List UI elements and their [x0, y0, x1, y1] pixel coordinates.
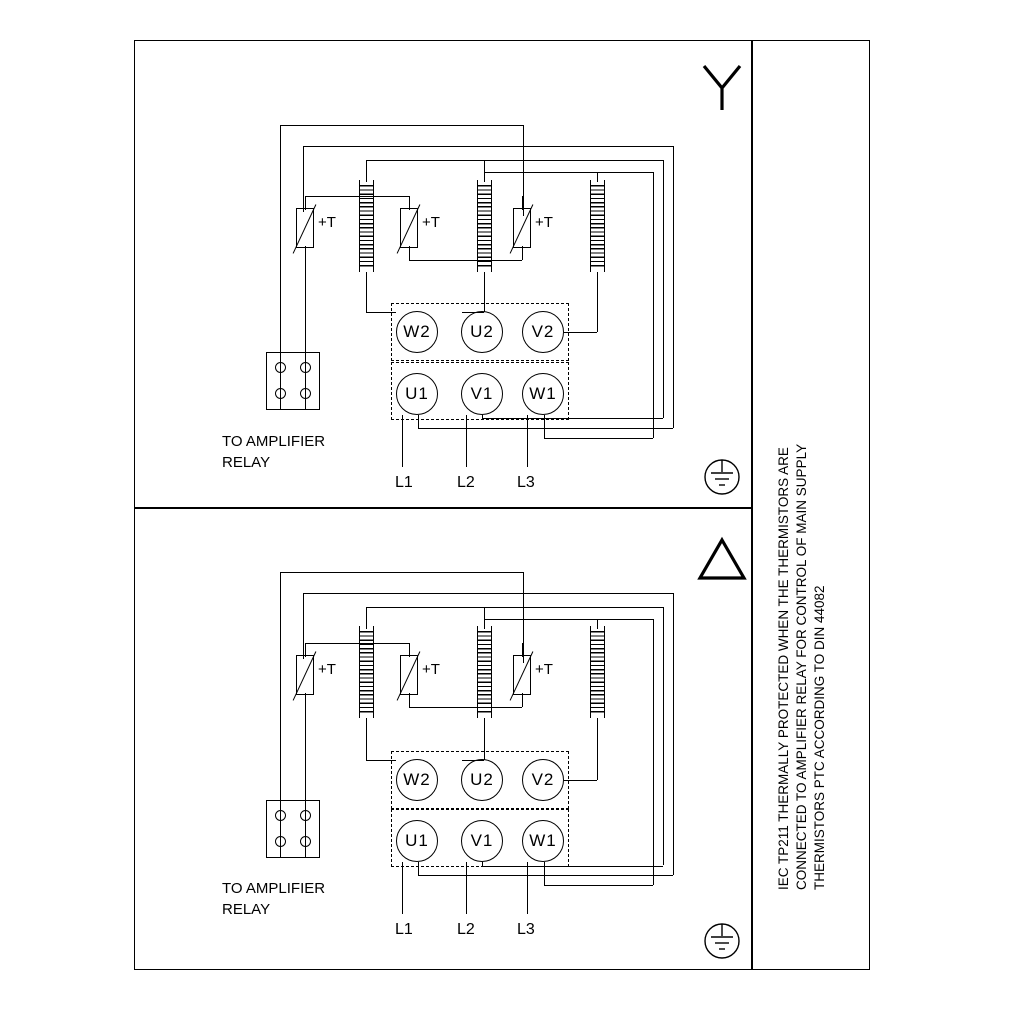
- wire-star-top-1: [280, 125, 523, 126]
- wire-delta-bot-bus-2: [482, 866, 663, 867]
- terminal-U2-delta: U2: [461, 759, 503, 801]
- thermistor-2-delta-label: +T: [422, 661, 440, 678]
- terminal-U1-delta: U1: [396, 820, 438, 862]
- thermistor-3-delta-label: +T: [535, 661, 553, 678]
- wire-star-amp-lead-1: [280, 352, 281, 410]
- wire-star-therm2-bot: [409, 246, 410, 260]
- wire-star-top-3-left: [366, 160, 367, 182]
- wire-delta-L3: [527, 862, 528, 914]
- wire-delta-therm2-top: [409, 643, 410, 657]
- wire-delta-coil3-down-h: [564, 780, 597, 781]
- wire-star-bot-bus-1: [418, 428, 673, 429]
- thermistor-2-star-label: +T: [422, 214, 440, 231]
- star-connection-icon: [694, 60, 750, 112]
- thermistor-1-star: [296, 208, 314, 248]
- wire-star-therm1-bot: [305, 246, 306, 356]
- wire-star-top-1-left: [280, 125, 281, 354]
- phase-L2-label-star: L2: [457, 474, 475, 491]
- wire-star-top-2-right: [673, 146, 674, 428]
- wire-delta-top-3: [366, 607, 663, 608]
- wire-star-bot-bus-3: [544, 438, 653, 439]
- wire-delta-coil1-down-h: [366, 760, 396, 761]
- wire-delta-therm3-bot: [522, 693, 523, 707]
- terminal-U1-star: U1: [396, 373, 438, 415]
- note-line-1: IEC TP211 THERMALLY PROTECTED WHEN THE THERMISTORS ARE: [776, 447, 791, 890]
- wire-delta-coil2-down: [484, 718, 485, 760]
- wire-delta-top-2: [303, 593, 673, 594]
- wire-delta-top-3-right: [663, 607, 664, 865]
- winding-coil-1-star: [359, 180, 374, 272]
- wire-star-coil2-down: [484, 272, 485, 312]
- wire-star-coil2-down-h: [462, 312, 484, 313]
- wire-star-top-2: [303, 146, 673, 147]
- wire-delta-top-4-right: [597, 619, 598, 629]
- wire-delta-therm1-to-2: [305, 643, 409, 644]
- wire-delta-amp-lead-1: [280, 800, 281, 858]
- terminal-U2-star: U2: [461, 311, 503, 353]
- wire-delta-coil3-down: [597, 718, 598, 780]
- wire-star-therm3-out: [522, 196, 523, 197]
- phase-L3-label-delta: L3: [517, 921, 535, 938]
- wire-delta-therm1-bot: [305, 693, 306, 803]
- wire-delta-bot-bus-3-top: [597, 619, 653, 620]
- phase-L2-label-delta: L2: [457, 921, 475, 938]
- wire-delta-top-1-right: [523, 572, 524, 663]
- wire-star-therm1-top: [305, 196, 306, 210]
- thermistor-2-delta: [400, 655, 418, 695]
- wire-star-coil3-down: [597, 272, 598, 332]
- thermistor-3-star-label: +T: [535, 214, 553, 231]
- wire-delta-top-2-left: [303, 593, 304, 659]
- wire-delta-bot-bus-3-v: [544, 862, 545, 885]
- wire-star-top-4-left: [484, 160, 485, 182]
- note-line-2: CONNECTED TO AMPLIFIER RELAY FOR CONTROL OF MAIN SUPPLY: [794, 443, 809, 890]
- wire-star-therm2-top: [409, 196, 410, 210]
- wire-delta-therm3-top: [522, 643, 523, 657]
- thermistor-3-star: [513, 208, 531, 248]
- winding-coil-1-delta: [359, 626, 374, 718]
- winding-coil-3-delta: [590, 626, 605, 718]
- wire-delta-coil2-down-h: [462, 760, 484, 761]
- wire-delta-top-1: [280, 572, 523, 573]
- phase-L1-label-delta: L1: [395, 921, 413, 938]
- wire-star-top-3-right: [663, 160, 664, 418]
- wire-delta-bot-bus-3: [544, 885, 653, 886]
- terminal-V1-star: V1: [461, 373, 503, 415]
- winding-coil-3-star: [590, 180, 605, 272]
- wire-star-therm3-top: [522, 196, 523, 210]
- wire-delta-therm2-to-3: [409, 707, 522, 708]
- earth-ground-icon-delta: [698, 920, 746, 964]
- amplifier-relay-label-line1-star: TO AMPLIFIER: [222, 433, 326, 450]
- note-line-3: THERMISTORS PTC ACCORDING TO DIN 44082: [812, 585, 827, 890]
- thermistor-1-delta-label: +T: [318, 661, 336, 678]
- wire-star-L1: [402, 415, 403, 467]
- wire-star-top-4-right: [597, 172, 598, 182]
- amplifier-relay-label-line2-delta: RELAY: [222, 901, 271, 918]
- terminal-W1-delta: W1: [522, 820, 564, 862]
- wire-star-top-2-left: [303, 146, 304, 212]
- terminal-V2-delta: V2: [522, 759, 564, 801]
- wire-delta-therm2-bot: [409, 693, 410, 707]
- wire-star-therm1-to-2: [305, 196, 409, 197]
- earth-ground-icon-star: [698, 456, 746, 500]
- winding-coil-2-star: [477, 180, 492, 272]
- wire-delta-bot-bus-1-v: [418, 862, 419, 875]
- amplifier-relay-label-line2-star: RELAY: [222, 454, 271, 471]
- terminal-W2-delta: W2: [396, 759, 438, 801]
- wire-delta-L1: [402, 862, 403, 914]
- wire-star-bot-bus-3-top: [597, 172, 653, 173]
- amplifier-relay-label-line1-delta: TO AMPLIFIER: [222, 880, 326, 897]
- thermistor-3-delta: [513, 655, 531, 695]
- phase-L1-label-star: L1: [395, 474, 413, 491]
- wire-star-coil3-down-h: [564, 332, 597, 333]
- wire-delta-bot-bus-3-right: [653, 619, 654, 885]
- thermistor-1-star-label: +T: [318, 214, 336, 231]
- wire-delta-top-2-right: [673, 593, 674, 875]
- wire-delta-therm1-top: [305, 643, 306, 657]
- wire-star-coil1-down: [366, 272, 367, 312]
- wire-delta-bot-bus-1: [418, 875, 673, 876]
- wire-delta-top-4-left: [484, 607, 485, 629]
- amplifier-terminal-block-star: [266, 352, 320, 410]
- wire-star-bot-bus-1-v: [418, 415, 419, 428]
- wire-star-amp-lead-2: [305, 352, 306, 410]
- wire-star-bot-bus-2-v: [482, 415, 483, 418]
- wire-star-coil1-down-h: [366, 312, 396, 313]
- terminal-W1-star: W1: [522, 373, 564, 415]
- wire-star-top-1-right: [523, 125, 524, 216]
- amplifier-terminal-block-delta: [266, 800, 320, 858]
- terminal-W2-star: W2: [396, 311, 438, 353]
- wire-delta-top-3-left: [366, 607, 367, 629]
- wire-delta-bot-bus-2-v: [482, 862, 483, 866]
- wire-star-bot-bus-2: [482, 418, 663, 419]
- wire-star-top-4: [484, 172, 597, 173]
- wire-star-top-3: [366, 160, 663, 161]
- terminal-V1-delta: V1: [461, 820, 503, 862]
- wire-delta-coil1-down: [366, 718, 367, 760]
- thermistor-1-delta: [296, 655, 314, 695]
- terminal-V2-star: V2: [522, 311, 564, 353]
- wire-delta-top-1-left: [280, 572, 281, 801]
- wire-star-L2: [466, 415, 467, 467]
- phase-L3-label-star: L3: [517, 474, 535, 491]
- wire-delta-top-4: [484, 619, 597, 620]
- delta-connection-icon: [694, 534, 750, 582]
- wire-delta-amp-lead-2: [305, 800, 306, 858]
- winding-coil-2-delta: [477, 626, 492, 718]
- thermistor-2-star: [400, 208, 418, 248]
- wire-star-therm3-bot: [522, 246, 523, 260]
- wire-star-therm2-to-3: [409, 260, 522, 261]
- wire-star-L3: [527, 415, 528, 467]
- wire-star-bot-bus-3-right: [653, 172, 654, 438]
- wire-star-bot-bus-3-v: [544, 415, 545, 438]
- wire-delta-L2: [466, 862, 467, 914]
